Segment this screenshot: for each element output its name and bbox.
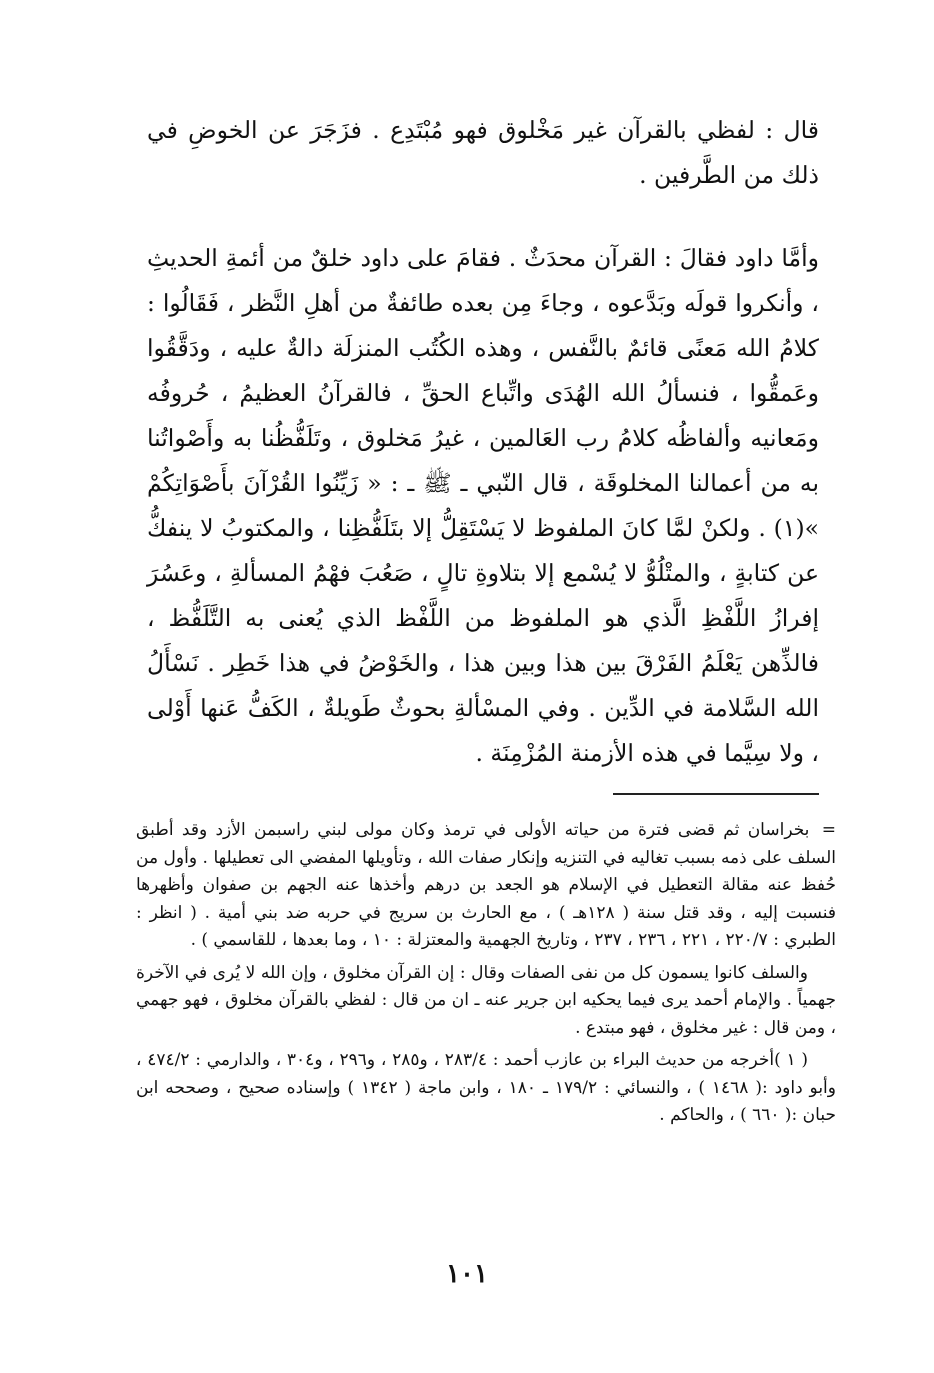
body-paragraph-1 xyxy=(147,108,819,198)
body-paragraph-2-text: وأمَّا داود فقالَ : القرآن محدَثٌ . فقامَ على داود خلقٌ من أئمةِ الحديثِ ، وأنكروا قولَه وبَدَّعوه ، وجاءَ مِن بعده طائفةٌ من أهلِ النَّظر ، فَقَالُوا : كلامُ الله مَعنًى قائمٌ بالنَّفس ، وهذه الكُتُب المنزلَة دالةٌ عليه ، ودَقَّقُوا وعَمقُّوا ، فنسألُ الله الهُدَى واتِّباع الحقِّ ، فالقرآنُ العظيمُ ، حُروفُه ومَعانيه وألفاظُه كلامُ رب العَالمين ، غيرُ مَخلوق ، وتَلَفُّظُنا به وأَصْواتُنا به من أعمالنا المخلوقَة ، قال النّبي ـ ﷺ ـ : « زَيِّنُوا القُرْآنَ بأَصْوَاتِكُمْ »(١) . ولكنْ لمَّا كانَ الملفوظ لا يَسْتَقِلُّ إلا بتَلَفُّظِنا ، والمكتوبُ لا ينفكُّ عن كتابةٍ ، والمتْلُوُّ لا يُسْمع إلا بتلاوةِ تالٍ ، صَعُبَ فهْمُ المسألةِ ، وعَسُرَ إفرازُ اللَّفْظِ الَّذي هو الملفوظ من اللَّفْظ الذي يُعنى به التَّلَفُّظ ، فالذِّهن يَعْلَمُ الفَرْقَ بين هذا وبين هذا ، والخَوْضُ في هذا خَطِر . نَسْأَلُ الله السَّلامة في الدِّين . وفي المسْألةِ بحوثٌ طَويلةٌ ، الكَفُّ عَنها أَوْلى ، ولا سِيَّما في هذه الأزمنة المُزْمِنَة . xyxy=(147,244,819,767)
footnote-separator-line xyxy=(613,793,819,795)
footnote-continued-text: بخراسان ثم قضى فترة من حياته الأولى في ترمذ وكان مولى لبني راسبمن الأزد وقد أطبق السلف على ذمه بسبب تغاليه في التنزيه وإنكار صفات الله ، وتأويلها المفضي الى تعطيلها . وأول من حُفظ عنه مقالة التعطيل في الإسلام هو الجعد بن درهم وأخذها عنه الجهم بن صفوان وأظهرها فنسبت إليه ، وقد قتل سنة ( ١٢٨هـ ) ، مع الحارث بن سريج في حربه ضد بني أمية . ( انظر : الطبري : ٢٢٠/٧ ، ٢٢١ ، ٢٣٦ ، ٢٣٧ ، وتاريخ الجهمية والمعتزلة : ١٠ ، وما بعدها ، للقاسمي ) . xyxy=(136,820,836,950)
footnote-continuation-mark: = xyxy=(821,820,836,840)
footnote-salaf: والسلف كانوا يسمون كل من نفى الصفات وقال : إن القرآن مخلوق ، وإن الله لا يُرى في الآخرة جهمياً . والإمام أحمد يرى فيما يحكيه ابن جرير عنه ـ ان من قال : لفظي بالقرآن مخلوق ، فهو جهمي ، ومن قال : غير مخلوق ، فهو مبتدع . xyxy=(136,962,836,1038)
footnote-1: ( ١ )أخرجه من حديث البراء بن عازب أحمد : ٢٨٣/٤ ، و٢٨٥ ، و٢٩٦ ، و٣٠٤ ، والدارمي : ٤٧٤/٢ ، وأبو داود :( ١٤٦٨ ) ، والنسائي : ١٧٩/٢ ـ ١٨٠ ، وابن ماجة ( ١٣٤٢ ) وإسناده صحيح ، وصححه ابن حبان :( ٦٦٠ ) ، والحاكم . xyxy=(136,1050,836,1125)
page-number: ١٠١ xyxy=(446,1259,488,1289)
footnotes-section xyxy=(136,817,836,1135)
body-paragraph-2 xyxy=(147,236,819,776)
footnote-continued xyxy=(136,817,836,955)
body-paragraph-1-text: قال : لفظي بالقرآن غير مَخْلوق فهو مُبْتَدِع . فزَجَرَ عن الخوضِ في ذلك من الطَّرفين . xyxy=(147,116,819,189)
